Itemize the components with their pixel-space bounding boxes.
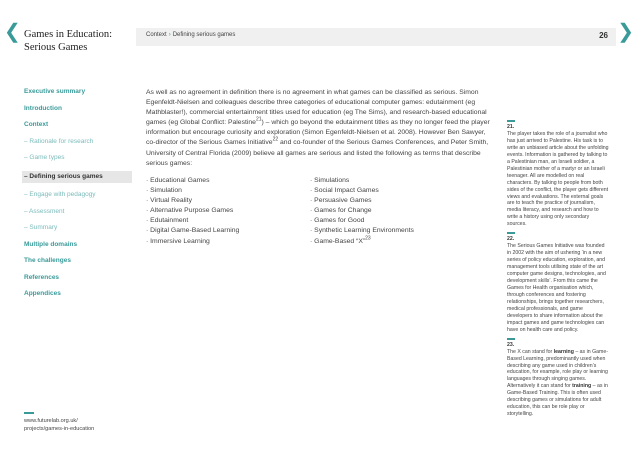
term-item: · Virtual Reality xyxy=(146,196,306,206)
term-item: · Alternative Purpose Games xyxy=(146,206,306,216)
footnote-text-part: – as in Game-Based Training. This is often used describing games or simulations for adult education, this can be role play or storytelling. xyxy=(507,383,608,418)
sidebar-item[interactable]: – Rationale for research xyxy=(24,137,94,145)
body-text: and co-founder of the Serious Games Conferences, and Peter Smith, University of Central Florida (2009) believe all games are serious and listed the following as terms that describe serious games: xyxy=(146,139,489,167)
sidebar-item[interactable]: Introduction xyxy=(24,104,62,112)
footnote-21 xyxy=(507,120,609,228)
footnote-ref-21[interactable]: 21 xyxy=(255,117,262,124)
footnote-marker xyxy=(507,338,515,340)
document-title-line1: Games in Education: xyxy=(24,29,113,40)
term-item: · Persuasive Games xyxy=(310,196,470,206)
document-title-line2: Serious Games xyxy=(24,42,88,53)
sidebar-item[interactable]: – Summary xyxy=(24,224,58,231)
header-bar xyxy=(136,28,616,46)
term-item: · Educational Games xyxy=(146,176,306,186)
term-item: · Games for Good xyxy=(310,216,470,226)
term-item: · Synthetic Learning Environments xyxy=(310,226,470,236)
terms-list-col1 xyxy=(146,176,306,247)
footnote-text-part: The X can stand for xyxy=(507,348,554,355)
breadcrumb xyxy=(146,32,235,38)
footnote-number: 22. xyxy=(507,236,515,243)
footnote-number: 21. xyxy=(507,124,515,130)
sidebar-item[interactable]: – Defining serious games xyxy=(22,171,132,183)
footnotes-column xyxy=(507,120,609,422)
footnote-text xyxy=(507,349,609,419)
term-item: · Games for Change xyxy=(310,206,470,216)
footnote-23 xyxy=(507,338,609,418)
breadcrumb-separator-icon: › xyxy=(168,32,171,38)
footnote-marker xyxy=(507,232,515,234)
body-paragraph xyxy=(146,88,491,169)
footnote-text-part: – as in Game-Based Learning, predominantly used when describing any game used in children’s education, for example, role play or learning languages through singing games. Alternatively it can stand for xyxy=(507,348,608,390)
footnote-text: The player takes the role of a journalist who has just arrived to Palestine. His task is to write an unbiased article about the unfolding events. Information is gathered by talking to a Palestinian man, an Israeli soldier, a Palestinian mother of a martyr or an Israeli teenager. All are modelled on real characters. By talking to people from both sides of the conflict, the player gets different views and evaluations. The external goals are to teach the practice of journalism, media literacy, and research and how to write a history using only secondary sources. xyxy=(507,130,609,228)
chevron-left-icon[interactable]: ❮ xyxy=(4,21,21,43)
sidebar-item[interactable]: Context xyxy=(24,121,49,128)
sidebar-item[interactable]: References xyxy=(24,273,60,281)
sidebar-item[interactable]: – Engage with pedagogy xyxy=(24,191,96,198)
footnote-ref-23[interactable]: 23 xyxy=(365,235,371,242)
term-item: · Social Impact Games xyxy=(310,186,470,196)
body-text: As well as no agreement in definition there is no agreement in what games can be classified as serious. Simon Egenfeldt-Nielsen and colleagues describe three categories of educational computer games: edutainment (eg Mathblaster!), commercial entertainment titles used for education (eg The Sims), and research-based educational games (eg Global Conflict: Palestine xyxy=(146,89,487,127)
footnote-emphasis: learning xyxy=(553,348,574,355)
footnote-number: 23. xyxy=(507,341,515,348)
breadcrumb-current: Defining serious games xyxy=(172,32,236,38)
term-item: · Digital Game-Based Learning xyxy=(146,226,306,236)
sidebar-item[interactable]: – Assessment xyxy=(24,207,65,215)
footnote-marker xyxy=(507,120,515,122)
footnote-ref-22[interactable]: 22 xyxy=(272,137,279,144)
term-item: · Edutainment xyxy=(146,216,306,226)
sidebar-item[interactable]: The challenges xyxy=(24,257,71,264)
term-text: Game-Based “X” xyxy=(314,237,366,245)
page-number: 26 xyxy=(599,31,608,40)
footnote-22 xyxy=(507,232,609,333)
sidebar-item[interactable]: Executive summary xyxy=(24,88,86,95)
sidebar-item[interactable]: Appendices xyxy=(24,290,61,297)
term-item: · Simulations xyxy=(310,176,470,186)
footnote-text: The Serious Games Initiative was founded in 2002 with the aim of ushering ‘in a new series of policy education, exploration, and management tools utilising state of the art computer game designs, technologies, and development skills’. From this came the Games for Health organisation which, through conferences and fostering relationships, brings together researchers, medical professionals, and game developers to share information about the impact games and game technologies can have on health care and policy. xyxy=(507,243,606,333)
footer-url-line1: www.futurelab.org.uk/ xyxy=(24,418,78,424)
breadcrumb-section[interactable]: Context xyxy=(146,32,167,38)
term-item: · Immersive Learning xyxy=(146,237,306,247)
footer-url-line2: projects/games-in-education xyxy=(24,425,95,432)
body-text: ) – which go beyond the edutainment titles as they no longer feed the player information but encourage curiosity and exploration (Simon Egenfeldt-Nielsen et al. 2008). However Ben Sawyer, co-director of the Serious Games Initiative xyxy=(146,119,490,147)
chevron-right-icon[interactable]: ❯ xyxy=(617,21,634,43)
term-item xyxy=(310,237,470,247)
footnote-emphasis: training xyxy=(572,383,592,390)
terms-list-col2 xyxy=(310,176,470,247)
footer-url[interactable] xyxy=(24,418,94,433)
sidebar-item[interactable]: Multiple domains xyxy=(24,240,78,248)
sidebar-item[interactable]: – Game types xyxy=(24,154,65,161)
sidebar-nav xyxy=(24,88,134,307)
footer-divider xyxy=(24,412,34,414)
term-item: · Simulation xyxy=(146,186,306,196)
document-title xyxy=(24,28,124,54)
